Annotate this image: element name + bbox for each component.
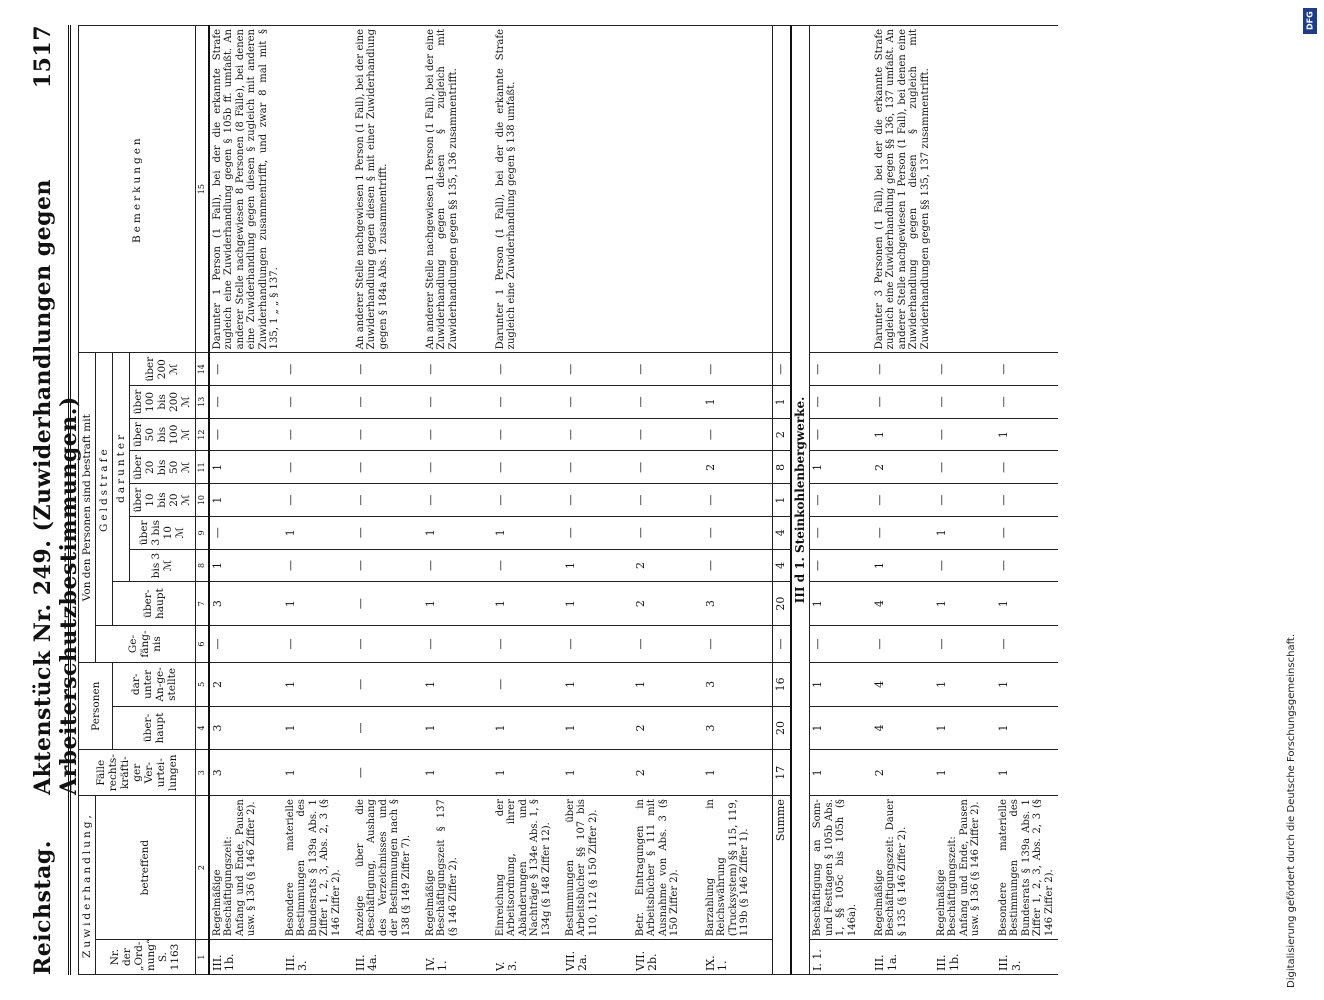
row-value: —: [872, 516, 934, 549]
row-value: 4: [872, 582, 934, 626]
row-value: —: [563, 484, 633, 517]
row-value: —: [353, 484, 423, 517]
row-bemerkung: Darunter 1 Person (1 Fall), bei der die erkannte Strafe zugleich eine Zuwiderhandlung gegen § 138 umfaßt.: [493, 26, 563, 353]
row-value: —: [934, 625, 996, 662]
row-betreffend: Beschäftigung an Sonn- und Festtagen § 105b Abs. 1, §§ 105c bis 105h (§ 146a).: [810, 796, 872, 940]
row-value: 1: [493, 582, 563, 626]
row-ordnung-nr: V. 3.: [493, 940, 563, 975]
row-value: —: [353, 663, 423, 707]
row-value: —: [493, 353, 563, 386]
row-value: —: [633, 484, 703, 517]
row-value: 1: [283, 706, 353, 750]
row-betreffend: Barzahlung in Reichswährung (Trucksystem) §§ 115, 119, 119b (§ 146 Ziffer 1).: [703, 796, 773, 940]
col-personen-darunter: dar-unter An-ge-stellte: [113, 663, 195, 707]
row-value: —: [872, 353, 934, 386]
row-value: —: [996, 516, 1058, 549]
row-value: —: [703, 484, 773, 517]
row-value: 1: [934, 706, 996, 750]
row-value: 1: [810, 750, 872, 796]
row-value: —: [810, 516, 872, 549]
row-value: —: [633, 353, 703, 386]
table-section-heading: [791, 26, 810, 975]
row-value: 1: [423, 750, 493, 796]
row-value: 1: [493, 750, 563, 796]
row-value: 1: [810, 663, 872, 707]
row-value: —: [810, 484, 872, 517]
row-betreffend: Besondere materielle Bestimmungen des Bundesrats § 139a Abs. 1 Ziffer 1, 2, 3, Abs. 2, 3 (§ 146 Ziffer 2).: [283, 796, 353, 940]
row-value: —: [934, 418, 996, 451]
row-value: —: [703, 549, 773, 582]
row-value: —: [493, 625, 563, 662]
row-ordnung-nr: III. 1b.: [209, 940, 283, 975]
row-value: 2: [209, 663, 283, 707]
row-value: —: [996, 484, 1058, 517]
column-number: 3: [195, 750, 209, 796]
row-value: —: [353, 625, 423, 662]
row-value: —: [209, 516, 283, 549]
column-number: 15: [195, 26, 209, 353]
dfg-logo: DFG: [1303, 8, 1317, 34]
row-value: 1: [872, 418, 934, 451]
sum-value: 4: [773, 516, 791, 549]
col-b6: über 100 bis 200 ℳ: [130, 386, 195, 419]
sum-remark: [773, 26, 791, 353]
row-value: 1: [283, 516, 353, 549]
col-faelle: Fälle rechts-kräfti-ger Ver-urtei-lungen: [79, 750, 196, 796]
col-personen-ueberhaupt: über-haupt: [113, 706, 195, 750]
row-value: 1: [810, 451, 872, 484]
row-value: 2: [872, 750, 934, 796]
column-number: 4: [195, 706, 209, 750]
sum-value: 2: [773, 418, 791, 451]
digitization-note: Digitalisierung gefördert durch die Deutsche Forschungsgemeinschaft.: [1286, 633, 1297, 988]
row-ordnung-nr: III. 3.: [283, 940, 353, 975]
row-value: —: [283, 625, 353, 662]
column-number: 11: [195, 451, 209, 484]
row-value: —: [493, 451, 563, 484]
table-row: [934, 26, 996, 975]
col-gefaengnis: Ge-fäng-nis: [96, 625, 195, 662]
row-bemerkung: [996, 26, 1058, 353]
column-number: 8: [195, 549, 209, 582]
sum-value: —: [773, 625, 791, 662]
row-value: 1: [996, 750, 1058, 796]
row-value: —: [423, 386, 493, 419]
col-geld-ueberhaupt: über-haupt: [113, 582, 195, 626]
row-ordnung-nr: III. 3.: [996, 940, 1058, 975]
row-value: —: [563, 353, 633, 386]
row-bemerkung: [703, 26, 773, 353]
row-value: 4: [872, 663, 934, 707]
row-value: 1: [423, 663, 493, 707]
row-bemerkung: An anderer Stelle nachgewiesen 1 Person (1 Fall), bei der eine Zuwiderhandlung gegen diesen § zugleich mit Zuwiderhandlungen gegen §§ 135, 136 zusammentrifft.: [423, 26, 493, 353]
row-value: 1: [209, 484, 283, 517]
row-betreffend: Regelmäßige Beschäftigungszeit: Dauer § 135 (§ 146 Ziffer 2).: [872, 796, 934, 940]
row-value: 1: [563, 549, 633, 582]
row-bemerkung: Darunter 3 Personen (1 Fall), bei der die erkannte Strafe zugleich eine Zuwiderhandlung gegen §§ 136, 137 umfaßt. An anderer Stelle nachgewiesen 1 Person (1 Fall), bei denen eine Zuwiderhandlung gegen diesen § zugleich mit Zuwiderhandlungen gegen §§ 135, 137 zusammentrifft.: [872, 26, 934, 353]
row-value: —: [703, 516, 773, 549]
row-value: —: [934, 353, 996, 386]
row-value: —: [353, 582, 423, 626]
row-value: 3: [209, 582, 283, 626]
section-heading: III d 1. Steinkohlenbergwerke.: [791, 26, 810, 975]
row-value: —: [423, 484, 493, 517]
row-value: 3: [703, 706, 773, 750]
col-b3: über 10 bis 20 ℳ: [130, 484, 195, 517]
row-value: —: [353, 386, 423, 419]
row-betreffend: Besondere materielle Bestimmungen des Bundesrats § 139a Abs. 1 Ziffer 1, 2, 3, Abs. 2, 3 (§ 146 Ziffer 2).: [996, 796, 1058, 940]
row-value: —: [353, 353, 423, 386]
row-ordnung-nr: I. 1.: [810, 940, 872, 975]
row-value: —: [872, 386, 934, 419]
row-value: —: [703, 625, 773, 662]
row-value: —: [493, 386, 563, 419]
row-value: —: [633, 418, 703, 451]
row-value: —: [996, 353, 1058, 386]
row-value: —: [353, 549, 423, 582]
row-value: —: [493, 484, 563, 517]
row-value: 1: [493, 706, 563, 750]
rotated-page-content: [20, 25, 1210, 975]
row-ordnung-nr: VII. 2a.: [563, 940, 633, 975]
row-value: —: [703, 353, 773, 386]
statistics-table: [78, 25, 1058, 975]
sum-value: —: [773, 353, 791, 386]
row-value: —: [633, 451, 703, 484]
sum-value: 20: [773, 582, 791, 626]
row-value: 2: [633, 549, 703, 582]
row-betreffend: Regelmäßige Beschäftigungszeit: Anfang und Ende, Pausen usw. § 136 (§ 146 Ziffer 2).: [209, 796, 283, 940]
col-b5: über 50 bis 100 ℳ: [130, 418, 195, 451]
column-number: 12: [195, 418, 209, 451]
header-reichstag: Reichstag.: [30, 840, 56, 975]
row-value: 1: [703, 386, 773, 419]
row-value: —: [283, 418, 353, 451]
row-value: —: [423, 353, 493, 386]
row-bemerkung: [563, 26, 633, 353]
row-value: —: [810, 418, 872, 451]
column-number-row: [195, 26, 209, 975]
row-value: 1: [563, 750, 633, 796]
row-value: 3: [209, 706, 283, 750]
sum-value: 20: [773, 706, 791, 750]
row-value: —: [563, 516, 633, 549]
row-value: —: [283, 386, 353, 419]
col-bestraft: Von den Personen sind bestraft mit: [79, 353, 96, 663]
row-value: 1: [872, 549, 934, 582]
row-value: —: [423, 418, 493, 451]
row-value: —: [353, 706, 423, 750]
row-value: —: [209, 625, 283, 662]
row-value: 3: [703, 582, 773, 626]
row-value: —: [423, 625, 493, 662]
row-value: 1: [283, 750, 353, 796]
row-value: 4: [872, 706, 934, 750]
header-title: Aktenstück Nr. 249. (Zuwiderhandlungen gegen Arbeiterschutzbestimmungen.): [30, 178, 82, 795]
table-row: [423, 26, 493, 975]
row-value: 1: [996, 663, 1058, 707]
row-value: —: [353, 451, 423, 484]
row-value: 1: [810, 582, 872, 626]
row-bemerkung: An anderer Stelle nachgewiesen 1 Person (1 Fall), bei der eine Zuwiderhandlung gegen diesen § mit einer Zuwiderhandlung gegen § 184a Abs. 1 zusammentrifft.: [353, 26, 423, 353]
col-b2: über 3 bis 10 ℳ: [130, 516, 195, 549]
row-value: —: [493, 549, 563, 582]
row-betreffend: Anzeige über die Beschäftigung, Aushang des Verzeichnisses und der Bestimmungen nach § 138 (§ 149 Ziffer 7).: [353, 796, 423, 940]
row-value: 3: [703, 663, 773, 707]
row-value: —: [283, 353, 353, 386]
row-value: —: [209, 353, 283, 386]
sum-label: Summe: [773, 796, 791, 975]
row-value: —: [563, 451, 633, 484]
column-number: 14: [195, 353, 209, 386]
row-value: —: [703, 418, 773, 451]
row-ordnung-nr: III. 1a.: [872, 940, 934, 975]
row-betreffend: Regelmäßige Beschäftigungszeit § 137 (§ 146 Ziffer 2).: [423, 796, 493, 940]
row-value: 2: [633, 706, 703, 750]
column-number: 1: [195, 940, 209, 975]
row-value: —: [493, 663, 563, 707]
table-row: [563, 26, 633, 975]
row-value: 1: [934, 750, 996, 796]
table-row: [633, 26, 703, 975]
col-geldstrafe: Geldstrafe: [96, 353, 113, 626]
row-value: 1: [563, 706, 633, 750]
row-value: 1: [703, 750, 773, 796]
row-value: 1: [423, 582, 493, 626]
table-head: [79, 26, 209, 975]
row-value: —: [633, 516, 703, 549]
row-value: —: [209, 386, 283, 419]
row-value: —: [209, 418, 283, 451]
column-number: 13: [195, 386, 209, 419]
table-row: [353, 26, 423, 975]
row-value: 1: [810, 706, 872, 750]
sum-value: 1: [773, 484, 791, 517]
column-number: 9: [195, 516, 209, 549]
col-zuwiderhandlung: Zuwiderhandlung,: [79, 796, 96, 975]
row-value: —: [283, 484, 353, 517]
col-personen: Personen: [79, 663, 113, 750]
row-ordnung-nr: III. 1b.: [934, 940, 996, 975]
row-value: —: [872, 484, 934, 517]
row-value: —: [872, 625, 934, 662]
row-bemerkung: [934, 26, 996, 353]
col-betreffend: betreffend: [96, 796, 195, 940]
table-row: [209, 26, 283, 975]
row-value: 1: [493, 516, 563, 549]
row-value: —: [423, 451, 493, 484]
row-value: 1: [423, 706, 493, 750]
row-value: 2: [872, 451, 934, 484]
row-value: —: [810, 386, 872, 419]
table-sum: [773, 26, 791, 975]
row-value: —: [353, 750, 423, 796]
row-value: 1: [563, 663, 633, 707]
row-value: —: [934, 386, 996, 419]
row-ordnung-nr: VII. 2b.: [633, 940, 703, 975]
table-body-section-b: [810, 26, 1058, 975]
row-bemerkung: [810, 26, 872, 353]
row-value: —: [563, 418, 633, 451]
table-row: [810, 26, 872, 975]
row-value: —: [934, 549, 996, 582]
row-value: —: [810, 549, 872, 582]
row-bemerkung: [633, 26, 703, 353]
row-value: —: [353, 516, 423, 549]
row-value: —: [563, 625, 633, 662]
row-value: —: [633, 386, 703, 419]
column-number: 6: [195, 625, 209, 662]
row-bemerkung: [283, 26, 353, 353]
page-number: 1517: [30, 25, 56, 89]
row-value: —: [283, 451, 353, 484]
row-value: —: [353, 418, 423, 451]
row-value: —: [563, 386, 633, 419]
row-value: 3: [209, 750, 283, 796]
table-row: [703, 26, 773, 975]
sum-value: 16: [773, 663, 791, 707]
sum-value: 1: [773, 386, 791, 419]
header-rule: [68, 25, 71, 975]
row-value: —: [996, 549, 1058, 582]
col-bemerkungen: Bemerkungen: [79, 26, 196, 353]
table-row: [493, 26, 563, 975]
row-ordnung-nr: IX. 1.: [703, 940, 773, 975]
row-value: 1: [633, 663, 703, 707]
col-nr: Nr. der „Ord-nung“ S. 1163: [96, 940, 195, 975]
column-number: 2: [195, 796, 209, 940]
col-b1: bis 3 ℳ: [130, 549, 195, 582]
row-value: 1: [996, 706, 1058, 750]
table-body-section-a: [209, 26, 773, 975]
row-betreffend: Betr. Eintragungen in Arbeitsbücher § 111 mit Ausnahme von Abs. 3 (§ 150 Ziffer 2).: [633, 796, 703, 940]
row-value: 1: [934, 516, 996, 549]
row-betreffend: Einreichung der Arbeitsordnung, ihrer Abänderungen und Nachträge § 134e Abs. 1, § 134g (§ 148 Ziffer 12).: [493, 796, 563, 940]
row-value: —: [996, 451, 1058, 484]
row-value: —: [633, 625, 703, 662]
row-value: 1: [209, 549, 283, 582]
row-value: —: [810, 625, 872, 662]
sum-row: [773, 26, 791, 975]
row-ordnung-nr: III. 4a.: [353, 940, 423, 975]
row-value: 2: [633, 750, 703, 796]
row-value: 1: [283, 582, 353, 626]
row-value: 1: [423, 516, 493, 549]
col-b4: über 20 bis 50 ℳ: [130, 451, 195, 484]
row-value: 2: [703, 451, 773, 484]
row-value: 1: [996, 582, 1058, 626]
col-b7: über 200 ℳ: [130, 353, 195, 386]
column-number: 10: [195, 484, 209, 517]
row-value: 1: [996, 418, 1058, 451]
column-number: 7: [195, 582, 209, 626]
row-value: 1: [934, 663, 996, 707]
row-value: 1: [563, 582, 633, 626]
row-value: —: [934, 451, 996, 484]
row-value: —: [283, 549, 353, 582]
sum-value: 4: [773, 549, 791, 582]
row-value: —: [810, 353, 872, 386]
page-header: [20, 25, 82, 975]
row-value: 1: [209, 451, 283, 484]
row-value: —: [996, 625, 1058, 662]
row-value: —: [996, 386, 1058, 419]
column-number: 5: [195, 663, 209, 707]
row-ordnung-nr: IV. 1.: [423, 940, 493, 975]
row-value: 2: [633, 582, 703, 626]
row-value: —: [493, 418, 563, 451]
table-row: [283, 26, 353, 975]
row-value: 1: [934, 582, 996, 626]
table-row: [872, 26, 934, 975]
row-betreffend: Regelmäßige Beschäftigungszeit: Anfang und Ende, Pausen usw. § 136 (§ 146 Ziffer 2).: [934, 796, 996, 940]
row-value: —: [423, 549, 493, 582]
sum-value: 8: [773, 451, 791, 484]
table-row: [996, 26, 1058, 975]
col-darunter: darunter: [113, 353, 130, 582]
row-value: —: [934, 484, 996, 517]
row-bemerkung: Darunter 1 Person (1 Fall), bei der die erkannte Strafe zugleich eine Zuwiderhandlung gegen § 105b ff. umfaßt. An anderer Stelle nachgewiesen 8 Personen (8 Fälle), bei denen eine Zuwiderhandlung gegen diesen § zugleich mit anderen Zuwiderhandlungen zusammentrifft, und zwar 8 mal mit § 135, 1 „ „ § 137.: [209, 26, 283, 353]
row-betreffend: Bestimmungen über Arbeitsbücher §§ 107 bis 110, 112 (§ 150 Ziffer 2).: [563, 796, 633, 940]
row-value: 1: [283, 663, 353, 707]
sum-value: 17: [773, 750, 791, 796]
